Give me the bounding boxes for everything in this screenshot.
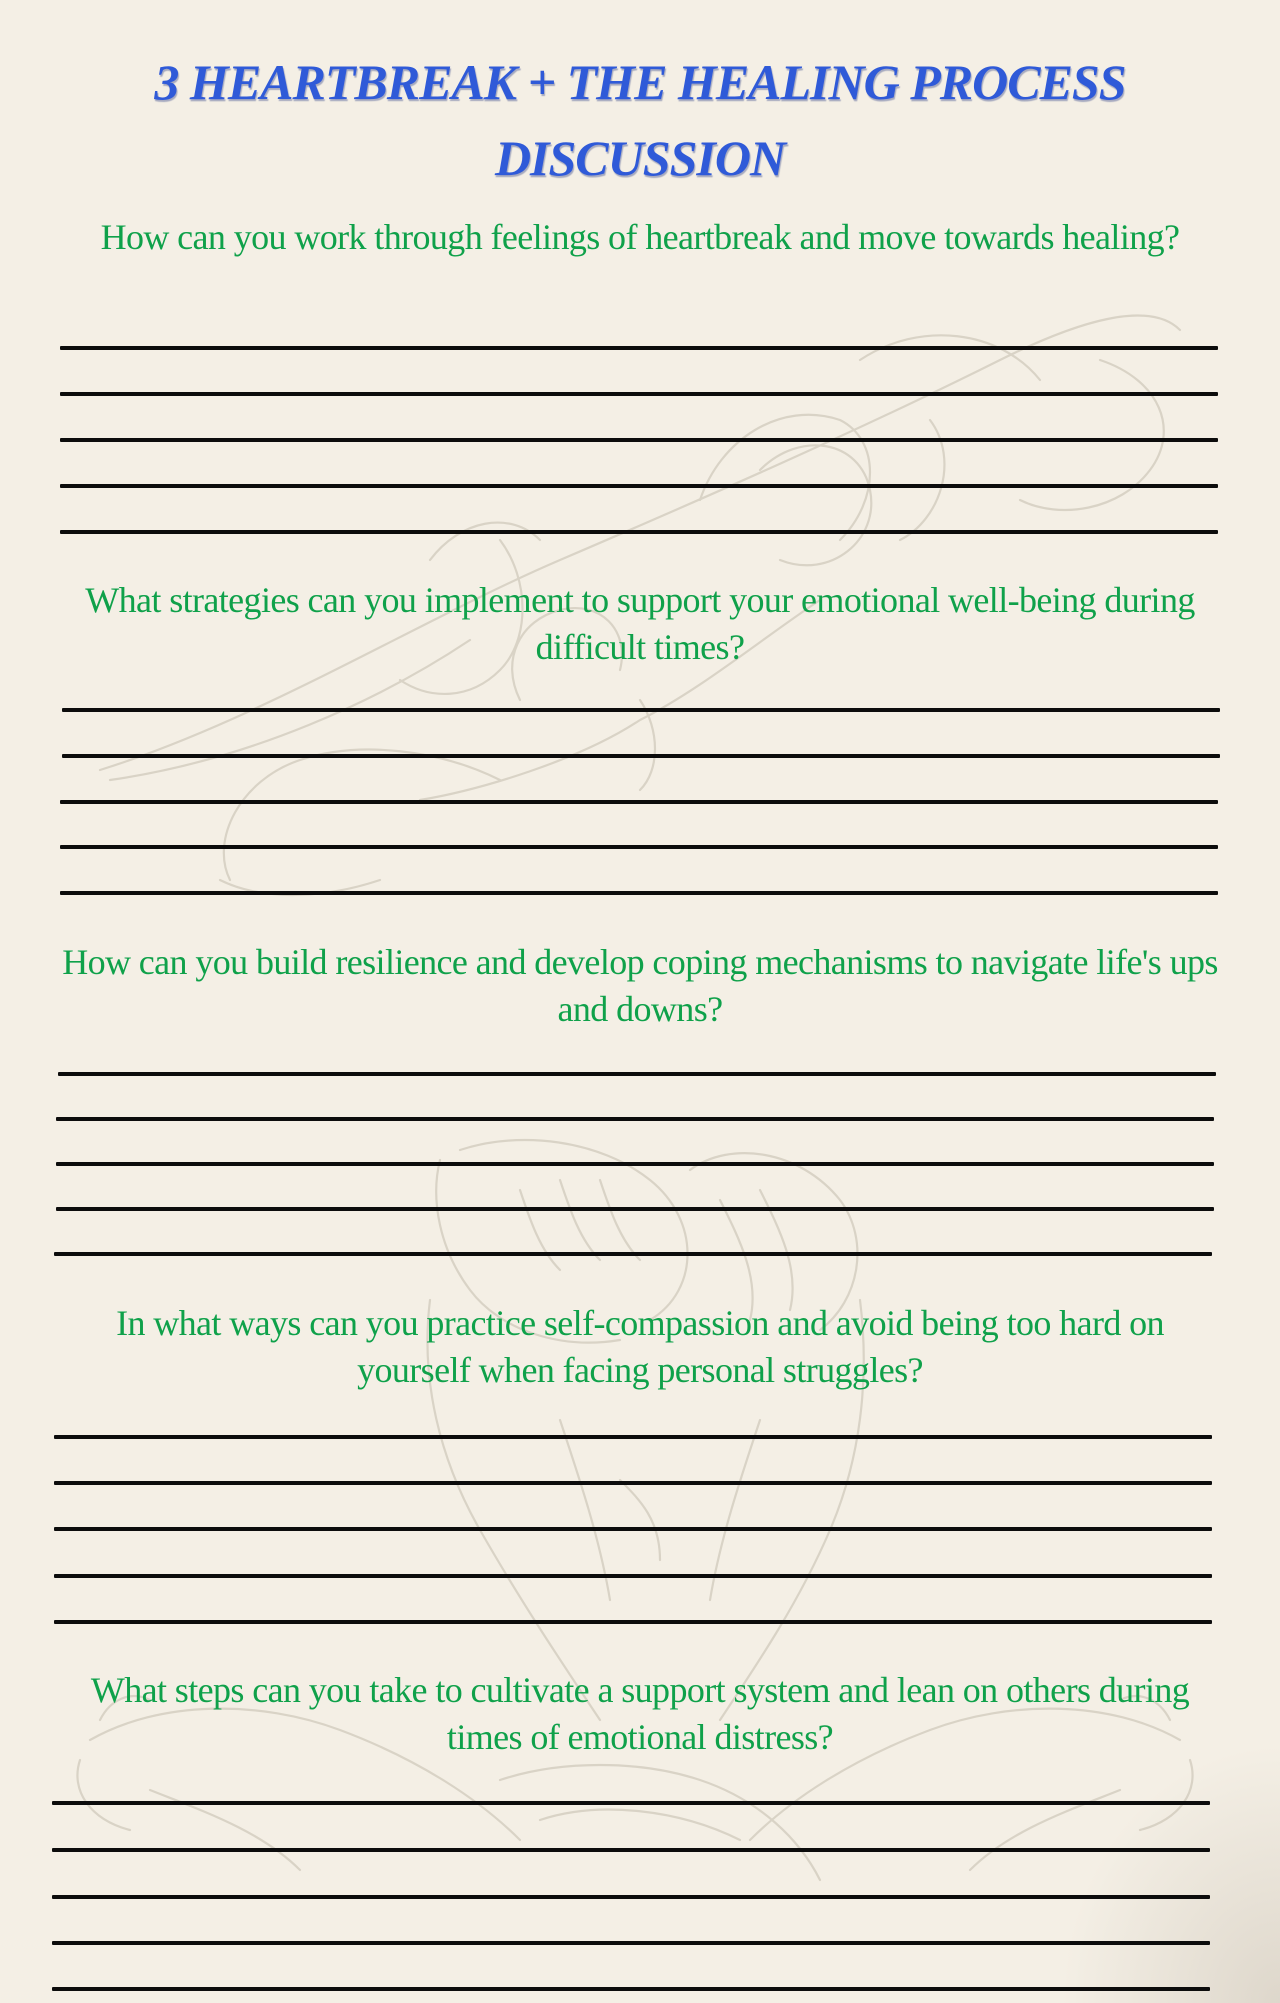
answer-line[interactable] (60, 346, 1218, 350)
question-2: What strategies can you implement to support your emotional well-being during difficult times? (85, 580, 1195, 667)
answer-line[interactable] (56, 1117, 1214, 1121)
question-4: In what ways can you practice self-compassion and avoid being too hard on yourself when facing personal struggles? (116, 1303, 1164, 1390)
answer-line[interactable] (52, 1941, 1210, 1945)
answer-line[interactable] (60, 845, 1218, 849)
answer-line[interactable] (54, 1252, 1212, 1256)
answer-line[interactable] (52, 1848, 1210, 1852)
answer-line[interactable] (60, 392, 1218, 396)
answer-line[interactable] (52, 1895, 1210, 1899)
question-5: What steps can you take to cultivate a support system and lean on others during times of emotional distress? (90, 1670, 1190, 1757)
answer-line[interactable] (54, 1435, 1212, 1439)
question-3: How can you build resilience and develop coping mechanisms to navigate life's ups and downs? (62, 942, 1218, 1029)
answer-line[interactable] (54, 1527, 1212, 1531)
answer-line[interactable] (52, 1987, 1210, 1991)
answer-line[interactable] (60, 891, 1218, 895)
answer-line[interactable] (58, 1072, 1216, 1076)
page-title: 3 HEARTBREAK + THE HEALING PROCESS DISCUSSION (154, 54, 1126, 186)
answer-line[interactable] (52, 1801, 1210, 1805)
answer-line[interactable] (60, 438, 1218, 442)
answer-line[interactable] (56, 1162, 1214, 1166)
answer-line[interactable] (62, 754, 1220, 758)
answer-line[interactable] (54, 1574, 1212, 1578)
answer-line[interactable] (54, 1481, 1212, 1485)
answer-line[interactable] (54, 1620, 1212, 1624)
answer-line[interactable] (60, 800, 1218, 804)
question-1: How can you work through feelings of heartbreak and move towards healing? (100, 217, 1180, 257)
answer-line[interactable] (62, 708, 1220, 712)
answer-line[interactable] (56, 1207, 1214, 1211)
page-corner-shadow (1060, 1743, 1280, 2003)
answer-line[interactable] (60, 484, 1218, 488)
answer-line[interactable] (60, 530, 1218, 534)
